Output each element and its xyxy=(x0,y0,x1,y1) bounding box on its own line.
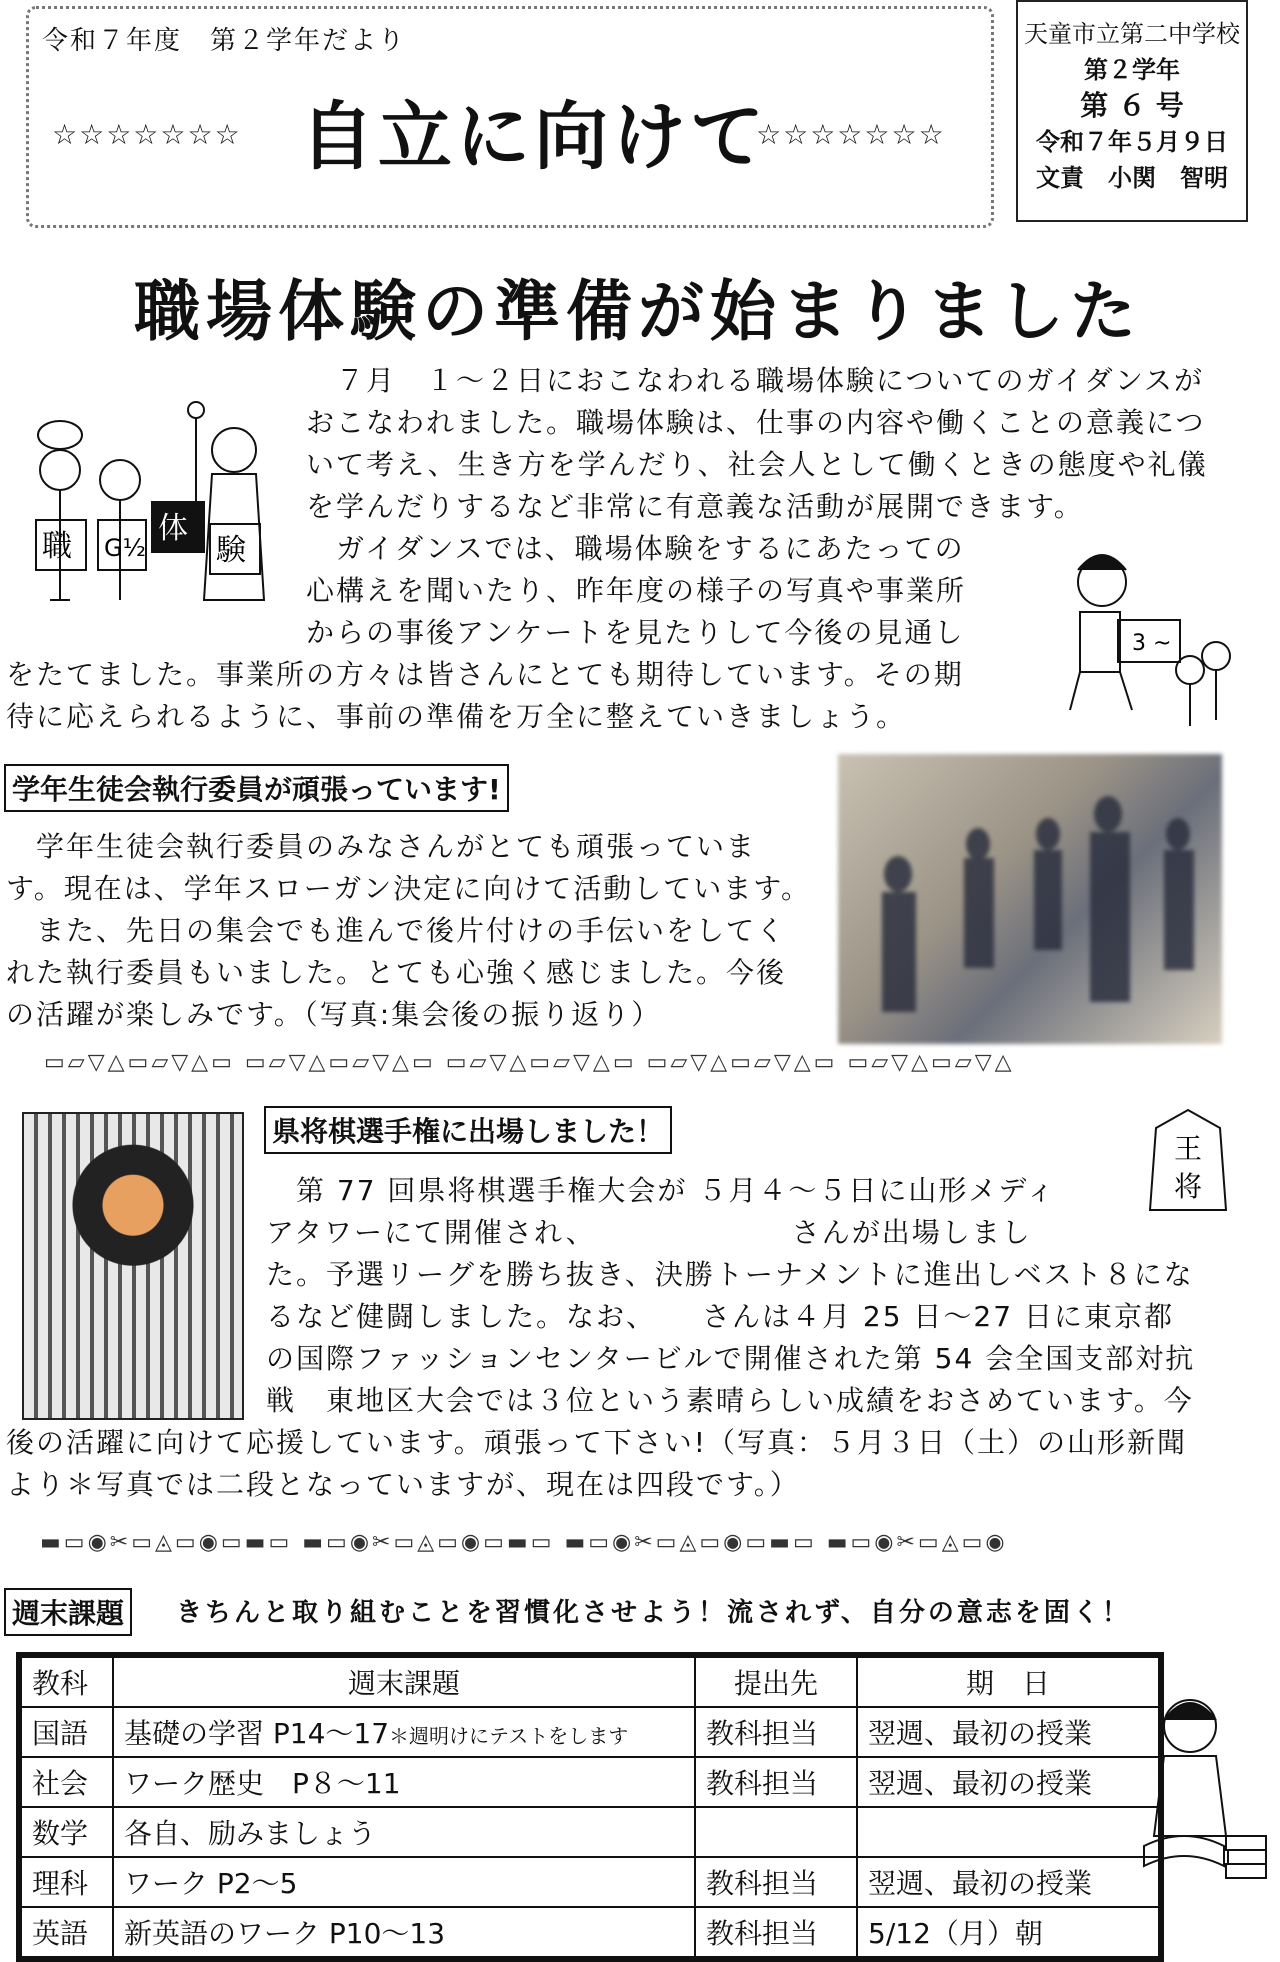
article2-line: の活躍が楽しみです。（写真:集会後の振り返り） xyxy=(6,998,662,1031)
subject-cell: 数学 xyxy=(21,1807,113,1857)
article3-line: 後の活躍に向けて応援しています。頑張って下さい!（写真：５月３日（土）の山形新聞 xyxy=(6,1426,1187,1459)
weekend-slogan: きちんと取り組むことを習慣化させよう！流されず、自分の意志を固く！ xyxy=(176,1598,1131,1628)
task-cell: ワーク P2～5 xyxy=(113,1857,695,1907)
article2-line: れた執行委員もいました。とても心強く感じました。今後 xyxy=(6,956,787,989)
sign-1: 職 xyxy=(42,529,72,564)
author: 文責 小関 智明 xyxy=(1036,164,1228,192)
reading-student-illustration xyxy=(1134,1686,1274,1886)
table-header: 週末課題 xyxy=(113,1657,695,1707)
article1-line: をたてました。事業所の方々は皆さんにとても期待しています。その期 xyxy=(6,658,964,691)
article1-line: ７月 １～２日におこなわれる職場体験についてのガイダンスが xyxy=(306,364,1205,397)
table-row xyxy=(21,1907,1159,1957)
article3-line: た。予選リーグを勝ち抜き、決勝トーナメントに進出しベスト８にな xyxy=(266,1258,1194,1291)
assembly-reflection-photo xyxy=(838,754,1222,1044)
decorative-divider: ▬▭◉✂▭◬▭◉▭▬▭ ▬▭◉✂▭◬▭◉▭▬▭ ▬▭◉✂▭◬▭◉▭▬▭ ▬▭◉✂▭◬▭◉ xyxy=(40,1530,1008,1555)
article1-line: いて考え、生き方を学んだり、社会人として働くときの態度や礼儀 xyxy=(306,448,1208,481)
task-text: 基礎の学習 P14～17 xyxy=(124,1717,390,1750)
article1-body-bottom xyxy=(6,654,1026,738)
article3-line: の国際ファッションセンタービルで開催された第 54 会全国支部対抗 xyxy=(266,1342,1196,1375)
due-cell: 翌週、最初の授業 xyxy=(857,1857,1159,1907)
koma-char-2: 将 xyxy=(1174,1170,1203,1203)
subject-cell: 理科 xyxy=(21,1857,113,1907)
koma-char-1: 王 xyxy=(1174,1132,1203,1165)
table-row xyxy=(21,1857,1159,1907)
school-name: 天童市立第二中学校 xyxy=(1024,20,1240,48)
issue-info-box xyxy=(1016,0,1248,222)
newspaper-clipping-photo xyxy=(22,1112,244,1420)
article1-line: 心構えを聞いたり、昨年度の様子の写真や事業所 xyxy=(306,574,967,607)
stars-right: ☆☆☆☆☆☆☆ xyxy=(756,118,946,151)
article3-line: アタワーにて開催され、 さんが出場しまし xyxy=(266,1216,1032,1249)
task-note: ＊週明けにテストをします xyxy=(389,1724,629,1748)
due-cell: 5/12（月）朝 xyxy=(857,1907,1159,1957)
article3-line: 戦 東地区大会では３位という素晴らしい成績をおさめています。今 xyxy=(266,1384,1194,1417)
article3-line: 第 77 回県将棋選手権大会が ５月４～５日に山形メディ xyxy=(266,1174,1057,1207)
sign-4: 験 xyxy=(216,533,246,568)
article1-line: ガイダンスでは、職場体験をするにあたっての xyxy=(306,532,965,565)
submit-to-cell: 教科担当 xyxy=(695,1707,857,1757)
article3-body-top xyxy=(266,1170,1266,1422)
table-row xyxy=(21,1757,1159,1807)
submit-to-cell: 教科担当 xyxy=(695,1857,857,1907)
article2-body xyxy=(6,826,826,1036)
issue-date: 令和７年５月９日 xyxy=(1036,128,1228,156)
article2-heading: 学年生徒会執行委員が頑張っています! xyxy=(4,764,509,812)
article1-line: おこなわれました。職場体験は、仕事の内容や働くことの意義につ xyxy=(306,406,1206,439)
task-cell: ワーク歴史 P８～11 xyxy=(113,1757,695,1807)
svg-text:3 ~: 3 ~ xyxy=(1132,631,1172,656)
newsletter-title: 自立に向けて xyxy=(300,94,768,180)
sign-3: 体 xyxy=(158,511,188,546)
decorative-divider: ▭▱▽△▭▱▽△▭ ▭▱▽△▭▱▽△▭ ▭▱▽△▭▱▽△▭ ▭▱▽△▭▱▽△▭ ▭▱▽△▭▱▽△ xyxy=(44,1050,1015,1075)
grade-label: 第２学年 xyxy=(1084,56,1180,84)
teacher-illustration xyxy=(1040,540,1250,740)
article1-line: からの事後アンケートを見たりして今後の見通し xyxy=(306,616,965,649)
subject-cell: 国語 xyxy=(21,1707,113,1757)
article1-line: 待に応えられるように、事前の準備を万全に整えていきましょう。 xyxy=(6,700,907,733)
newsletter-subtitle: 令和７年度 第２学年だより xyxy=(42,26,407,56)
submit-to-cell: 教科担当 xyxy=(695,1757,857,1807)
due-cell: 翌週、最初の授業 xyxy=(857,1707,1159,1757)
article2-line: 学年生徒会執行委員のみなさんがとても頑張っていま xyxy=(6,830,757,863)
task-cell: 新英語のワーク P10～13 xyxy=(113,1907,695,1957)
subject-cell: 英語 xyxy=(21,1907,113,1957)
table-row xyxy=(21,1707,1159,1757)
table-row xyxy=(21,1807,1159,1857)
article1-headline: 職場体験の準備が始まりました xyxy=(134,273,1142,350)
submit-to-cell: 教科担当 xyxy=(695,1907,857,1957)
article3-heading: 県将棋選手権に出場しました！ xyxy=(264,1106,672,1154)
task-cell xyxy=(113,1707,695,1757)
table-header: 教科 xyxy=(21,1657,113,1707)
task-cell: 各自、励みましょう xyxy=(113,1807,695,1857)
sign-2: G½ xyxy=(104,534,146,562)
due-cell: 翌週、最初の授業 xyxy=(857,1757,1159,1807)
issue-number: 第 ６ 号 xyxy=(1080,89,1184,122)
due-cell xyxy=(857,1807,1159,1857)
article1-line: を学んだりするなど非常に有意義な活動が展開できます。 xyxy=(306,490,1084,523)
weekend-task-table xyxy=(16,1652,1164,1962)
table-header: 期 日 xyxy=(857,1657,1159,1707)
article2-line: す。現在は、学年スローガン決定に向けて活動しています。 xyxy=(6,872,811,905)
table-header-row xyxy=(21,1657,1159,1707)
article2-line: また、先日の集会でも進んで後片付けの手伝いをしてく xyxy=(6,914,787,947)
stars-left: ☆☆☆☆☆☆☆ xyxy=(52,118,242,151)
subject-cell: 社会 xyxy=(21,1757,113,1807)
kids-with-signs-illustration xyxy=(28,390,288,620)
submit-to-cell xyxy=(695,1807,857,1857)
article3-body-bottom xyxy=(6,1422,1266,1506)
article3-line: より＊写真では二段となっていますが、現在は四段です。） xyxy=(6,1468,800,1501)
weekend-label: 週末課題 xyxy=(4,1588,132,1636)
table-header: 提出先 xyxy=(695,1657,857,1707)
article3-line: るなど健闘しました。なお、 さんは４月 25 日～27 日に東京都 xyxy=(266,1300,1174,1333)
